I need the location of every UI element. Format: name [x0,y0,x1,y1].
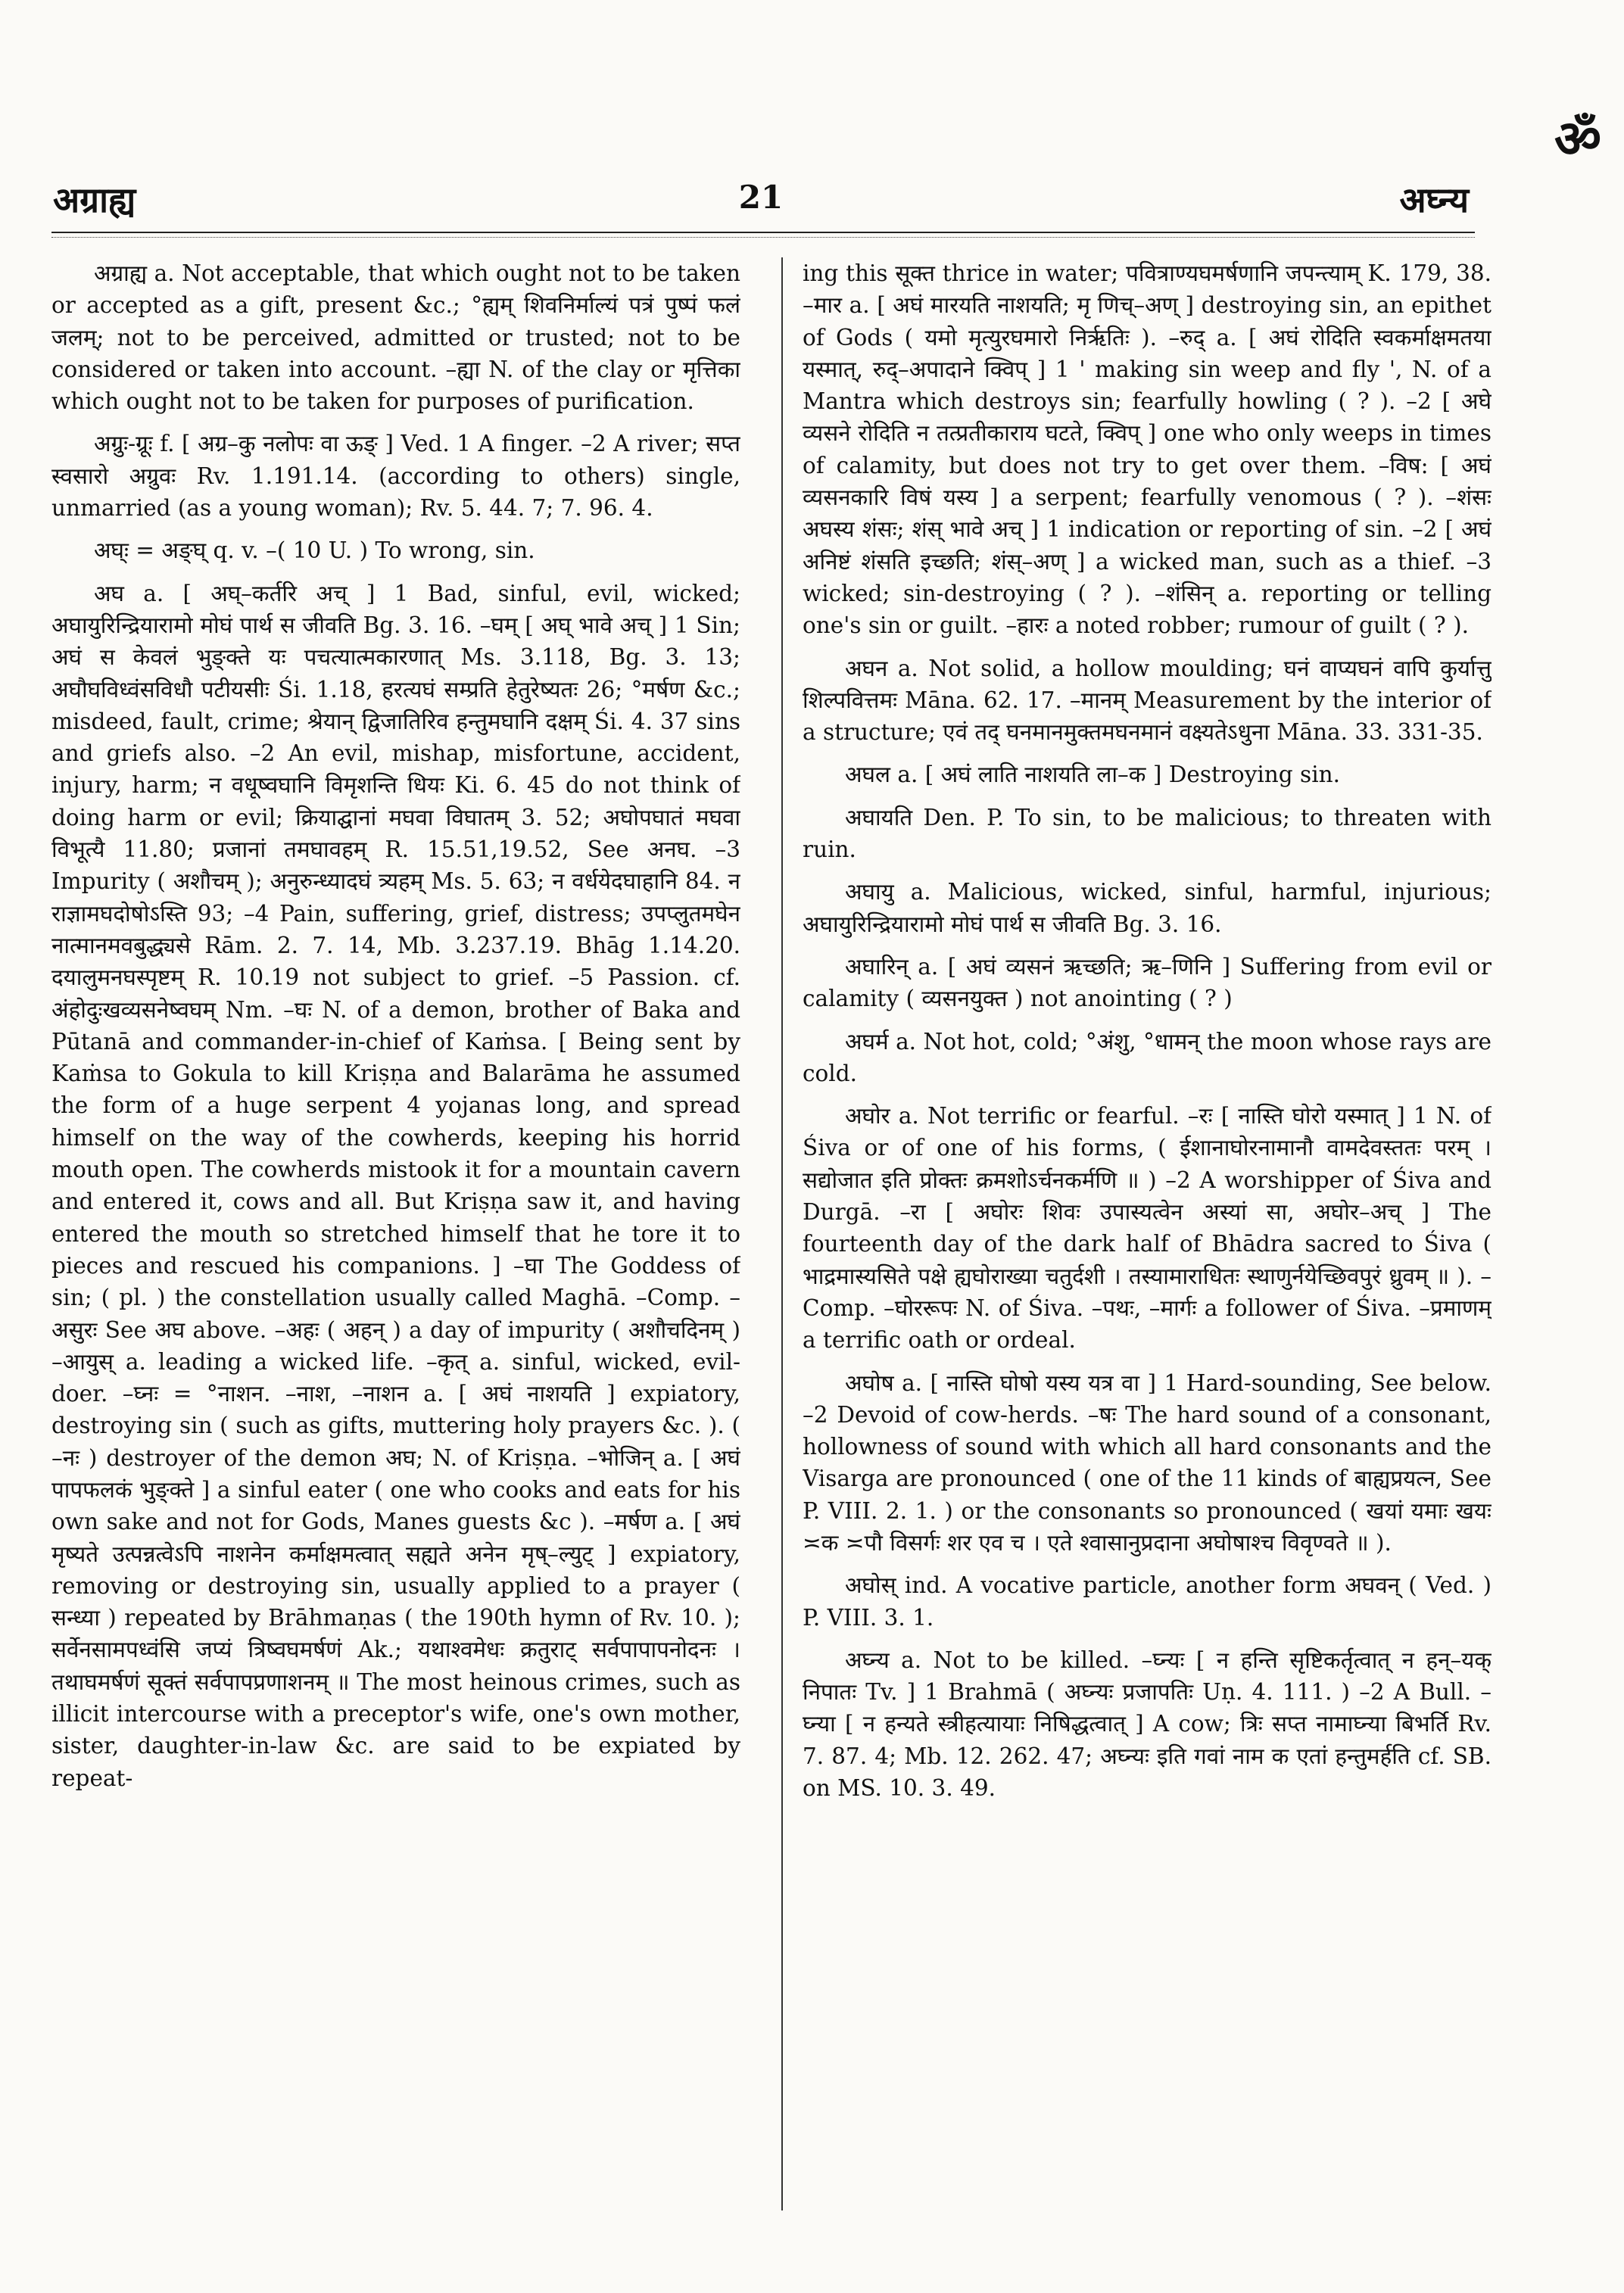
dictionary-entry: अघर्म a. Not hot, cold; °अंशु, °धामन् the moon whose rays are cold. [803,1028,1492,1086]
dictionary-entry: अघोर a. Not terrific or fearful. –रः [ नास्ति घोरो यस्मात् ] 1 N. of Śiva or of one of his forms, ( ईशानाघोरनामानौ वामदेवस्ततः परम् । सद्योजात इति प्रोक्तः क्रमशोऽर्चनकर्मणि ॥ ) –2 A worshipper of Śiva and Durgā. –रा [ अघोरः शिवः उपास्यत्वेन अस्यां सा, अघोर–अच् ] The fourteenth day of the dark half of Bhādra sacred to Śiva ( भाद्रमास्यसिते पक्षे ह्यघोराख्या चतुर्दशी । तस्यामाराधितः स्थाणुर्नयेच्छिवपुरं ध्रुवम् ॥ ). –Comp. –घोररूपः N. of Śiva. –पथः, –मार्गः a follower of Śiva. –प्रमाणम् a terrific oath or ordeal. [803,1103,1492,1354]
right-column [803,257,1492,2226]
dictionary-entry: अघोस् ind. A vocative particle, another form अघवन् ( Ved. ) P. VIII. 3. 1. [803,1572,1492,1631]
header-left-guideword: अग्राह्य [53,179,136,220]
dictionary-entry: अघायति Den. P. To sin, to be malicious; to threaten with ruin. [803,804,1492,863]
header-rule [51,232,1475,233]
header-right-guideword: अघ्न्य [1399,179,1469,220]
dictionary-entry: अग्रुः-ग्रूः f. [ अग्र–कु नलोपः वा ऊङ् ] Ved. 1 A finger. –2 A river; सप्त स्वसारो अग्रुवः Rv. 1.191.14. (according to others) single, unmarried (as a young woman); Rv. 5. 44. 7; 7. 96. 4. [51,431,740,522]
left-column [51,257,740,2226]
column-divider [781,257,783,2210]
dictionary-entry: अग्राह्य a. Not acceptable, that which ought not to be taken or accepted as a gift, present &c.; °ह्यम् शिवनिर्माल्यं पत्रं पुष्पं फलं जलम्; not to be perceived, admitted or trusted; not to be considered or taken into account. –ह्या N. of the clay or मृत्तिका which ought not to be taken for purposes of purification. [51,260,740,415]
page-header [53,176,1469,230]
header-dotted-rule [51,237,1475,238]
dictionary-entry: अघ्न्य a. Not to be killed. –घ्न्यः [ न हन्ति सृष्टिकर्तृत्वात् न हन्–यक् निपातः Tv. ] 1 Brahmā ( अघ्न्यः प्रजापतिः Uṇ. 4. 111. ) –2 A Bull. –घ्न्या [ न हन्यते स्त्रीहत्यायाः निषिद्धत्वात् ] A cow; त्रिः सप्त नामाघ्न्या बिभर्ति Rv. 7. 87. 4; Mb. 12. 262. 47; अघ्न्यः इति गवां नाम क एतां हन्तुमर्हति cf. SB. on MS. 10. 3. 49. [803,1647,1492,1802]
dictionary-entry: अघन a. Not solid, a hollow moulding; घनं वाप्यघनं वापि कुर्यात्तु शिल्पवित्तमः Māna. 62. 17. –मानम् Measurement by the interior of a structure; एवं तद् घनमानमुक्तमघनमानं वक्ष्यतेऽधुना Māna. 33. 331-35. [803,655,1492,746]
dictionary-entry: अघ a. [ अघ्–कर्तरि अच् ] 1 Bad, sinful, evil, wicked; अघायुरिन्द्रियारामो मोघं पार्थ स जीवति Bg. 3. 16. –घम् [ अघ् भावे अच् ] 1 Sin; अघं स केवलं भुङ्क्ते यः पचत्यात्मकारणात् Ms. 3.118, Bg. 3. 13; अघौघविध्वंसविधौ पटीयसीः Śi. 1.18, हरत्यघं सम्प्रति हेतुरेष्यतः 26; °मर्षण &c.; misdeed, fault, crime; श्रेयान् द्विजातिरिव हन्तुमघानि दक्षम् Śi. 4. 37 sins and griefs also. –2 An evil, mishap, misfortune, accident, injury, harm; न वधूष्वघानि विमृशन्ति धियः Ki. 6. 45 do not think of doing harm or evil; क्रियाद्घानां मघवा विघातम् 3. 52; अघोपघातं मघवा विभूत्यै 11.80; प्रजानां तमघावहम् R. 15.51,19.52, See अनघ. –3 Impurity ( अशौचम् ); अनुरुन्ध्यादघं त्र्यहम् Ms. 5. 63; न वर्धयेदघाहानि 84. न राज्ञामघदोषोऽस्ति 93; –4 Pain, suffering, grief, distress; उपप्लुतमघेन नात्मानमवबुद्ध्यसे Rām. 2. 7. 14, Mb. 3.237.19. Bhāg 1.14.20. दयालुमनघस्पृष्टम् R. 10.19 not subject to grief. –5 Passion. cf. अंहोदुःखव्यसनेष्वघम् Nm. –घः N. of a demon, brother of Baka and Pūtanā and commander-in-chief of Kaṁsa. [ Being sent by Kaṁsa to Gokula to kill Kriṣṇa and Balarāma he assumed the form of a huge serpent 4 yojanas long, and spread himself on the way of the cowherds, keeping his horrid mouth open. The cowherds mistook it for a mountain cavern and entered it, cows and all. But Kriṣṇa saw it, and having entered the mouth so stretched himself that he tore it to pieces and rescued his companions. ] –घा The Goddess of sin; ( pl. ) the constellation usually called Maghā. –Comp. –असुरः See अघ above. –अहः ( अहन् ) a day of impurity ( अशौचदिनम् ) –आयुस् a. leading a wicked life. –कृत् a. sinful, wicked, evil-doer. –घ्नः = °नाशन. –नाश, –नाशन a. [ अघं नाशयति ] expiatory, destroying sin ( such as gifts, muttering holy prayers &c. ). ( –नः ) destroyer of the demon अघ; N. of Kriṣṇa. –भोजिन् a. [ अघं पापफलकं भुङ्क्ते ] a sinful eater ( one who cooks and eats for his own sake and not for Gods, Manes guests &c ). –मर्षण a. [ अघं मृष्यते उत्पन्नत्वेऽपि नाशनेन कर्माक्षमत्वात् सह्यते अनेन मृष्–ल्युट् ] expiatory, removing or destroying sin, usually applied to a prayer ( सन्ध्या ) repeated by Brāhmaṇas ( the 190th hymn of Rv. 10. ); सर्वेनसामपध्वंसि जप्यं त्रिष्वघमर्षणं Ak.; यथाश्वमेधः क्रतुराट् सर्वपापापनोदनः । तथाघमर्षणं सूक्तं सर्वपापप्रणाशनम् ॥ The most heinous crimes, such as illicit intercourse with a preceptor's wife, one's own mother, sister, daughter-in-law &c. are said to be expiated by repeat- [51,580,740,1791]
dictionary-entry: अघोष a. [ नास्ति घोषो यस्य यत्र वा ] 1 Hard-sounding, See below. –2 Devoid of cow-herds. –षः The hard sound of a consonant, hollowness of sound with which all hard consonants and the Visarga are pronounced ( one of the 11 kinds of बाह्यप्रयत्न, See P. VIII. 2. 1. ) or the consonants so pronounced ( खयां यमाः खयः ≍क ≍पौ विसर्गः शर एव च । एते श्वासानुप्रदाना अघोषाश्च विवृण्वते ॥ ). [803,1369,1492,1556]
page-number: 21 [738,179,784,216]
dictionary-entry: अघारिन् a. [ अघं व्यसनं ऋच्छति; ऋ–णिनि ] Suffering from evil or calamity ( व्यसनयुक्त ) not anointing ( ? ) [803,953,1492,1012]
om-glyph: ॐ [1554,109,1601,170]
dictionary-entry: अघल a. [ अघं लाति नाशयति ला–क ] Destroying sin. [845,762,1341,788]
dictionary-entry: अघायु a. Malicious, wicked, sinful, harmful, injurious; अघायुरिन्द्रियारामो मोघं पार्थ स जीवति Bg. 3. 16. [803,879,1492,937]
dictionary-entry: अघ्ः = अङ्घ् q. v. –( 10 U. ) To wrong, sin. [94,537,535,564]
dictionary-entry: ing this सूक्त thrice in water; पवित्राण्यघमर्षणानि जपन्त्याम् K. 179, 38. –मार a. [ अघं मारयति नाशयति; मृ णिच्–अण् ] destroying sin, an epithet of Gods ( यमो मृत्युरघमारो निर्ऋतिः ). –रुद् a. [ अघं रोदिति स्वकर्माक्षमतया यस्मात्, रुद्–अपादाने क्विप् ] 1 ' making sin weep and fly ', N. of a Mantra which destroys sin; fearfully howling ( ? ). –2 [ अघे व्यसने रोदिति न तत्प्रतीकाराय घटते, क्विप् ] one who only weeps in times of calamity, but does not try to get over them. –विष: [ अघं व्यसनकारि विषं यस्य ] a serpent; fearfully venomous ( ? ). –शंसः अघस्य शंसः; शंस् भावे अच् ] 1 indication or reporting of sin. –2 [ अघं अनिष्टं शंसति इच्छति; शंस्–अण् ] a wicked man, such as a thief. –3 wicked; sin-destroying ( ? ). –शंसिन् a. reporting or telling one's sin or guilt. –हारः a noted robber; rumour of guilt ( ? ). [803,260,1492,639]
